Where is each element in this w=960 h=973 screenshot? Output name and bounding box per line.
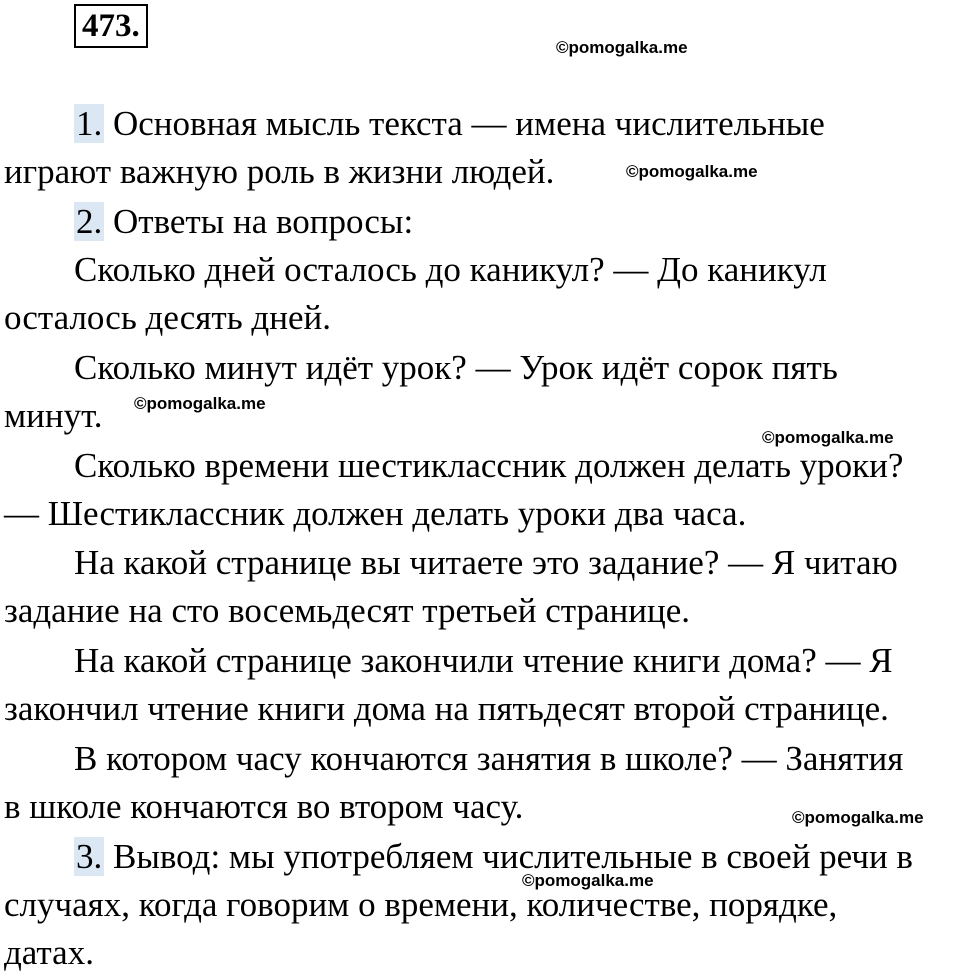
- answer-line-1: [74, 104, 825, 144]
- answer-line-11: задание на сто восемьдесят третьей странице.: [4, 591, 691, 630]
- task-number-box: 473.: [74, 4, 148, 48]
- answer-line-15: в школе кончаются во втором часу.: [4, 787, 524, 826]
- line-text: Вывод: мы употребляем числительные в своей речи в: [104, 837, 913, 876]
- answer-line-10: На какой странице вы читаете это задание? — Я читаю: [74, 543, 898, 582]
- answer-line-4: Сколько дней осталось до каникул? — До каникул: [74, 250, 827, 289]
- watermark: ©pomogalka.me: [792, 808, 924, 827]
- item-number-3: 3.: [76, 837, 103, 876]
- watermark: ©pomogalka.me: [626, 162, 758, 181]
- line-text: Основная мысль текста — имена числительные: [104, 104, 825, 143]
- answer-line-16: [74, 837, 913, 877]
- answer-line-2: играют важную роль в жизни людей.: [4, 152, 555, 191]
- item-number-1: 1.: [76, 104, 103, 143]
- watermark: ©pomogalka.me: [556, 38, 688, 57]
- watermark: ©pomogalka.me: [134, 394, 266, 413]
- watermark: ©pomogalka.me: [522, 871, 654, 890]
- answer-line-7: минут.: [4, 396, 103, 435]
- answer-line-13: закончил чтение книги дома на пятьдесят второй странице.: [4, 689, 889, 728]
- answer-line-6: Сколько минут идёт урок? — Урок идёт сорок пять: [74, 348, 838, 387]
- answer-line-8: Сколько времени шестиклассник должен делать уроки?: [74, 446, 904, 485]
- answer-line-18: датах.: [4, 933, 94, 972]
- watermark: ©pomogalka.me: [762, 428, 894, 447]
- answer-line-14: В котором часу кончаются занятия в школе? — Занятия: [74, 739, 904, 778]
- answer-line-9: — Шестиклассник должен делать уроки два часа.: [4, 494, 747, 533]
- line-text: Ответы на вопросы:: [104, 202, 414, 241]
- answer-line-3: [74, 202, 413, 242]
- answer-line-12: На какой странице закончили чтение книги дома? — Я: [74, 641, 893, 680]
- item-number-2: 2.: [76, 202, 103, 241]
- answer-line-5: осталось десять дней.: [4, 298, 331, 337]
- answer-line-17: случаях, когда говорим о времени, количестве, порядке,: [4, 885, 838, 924]
